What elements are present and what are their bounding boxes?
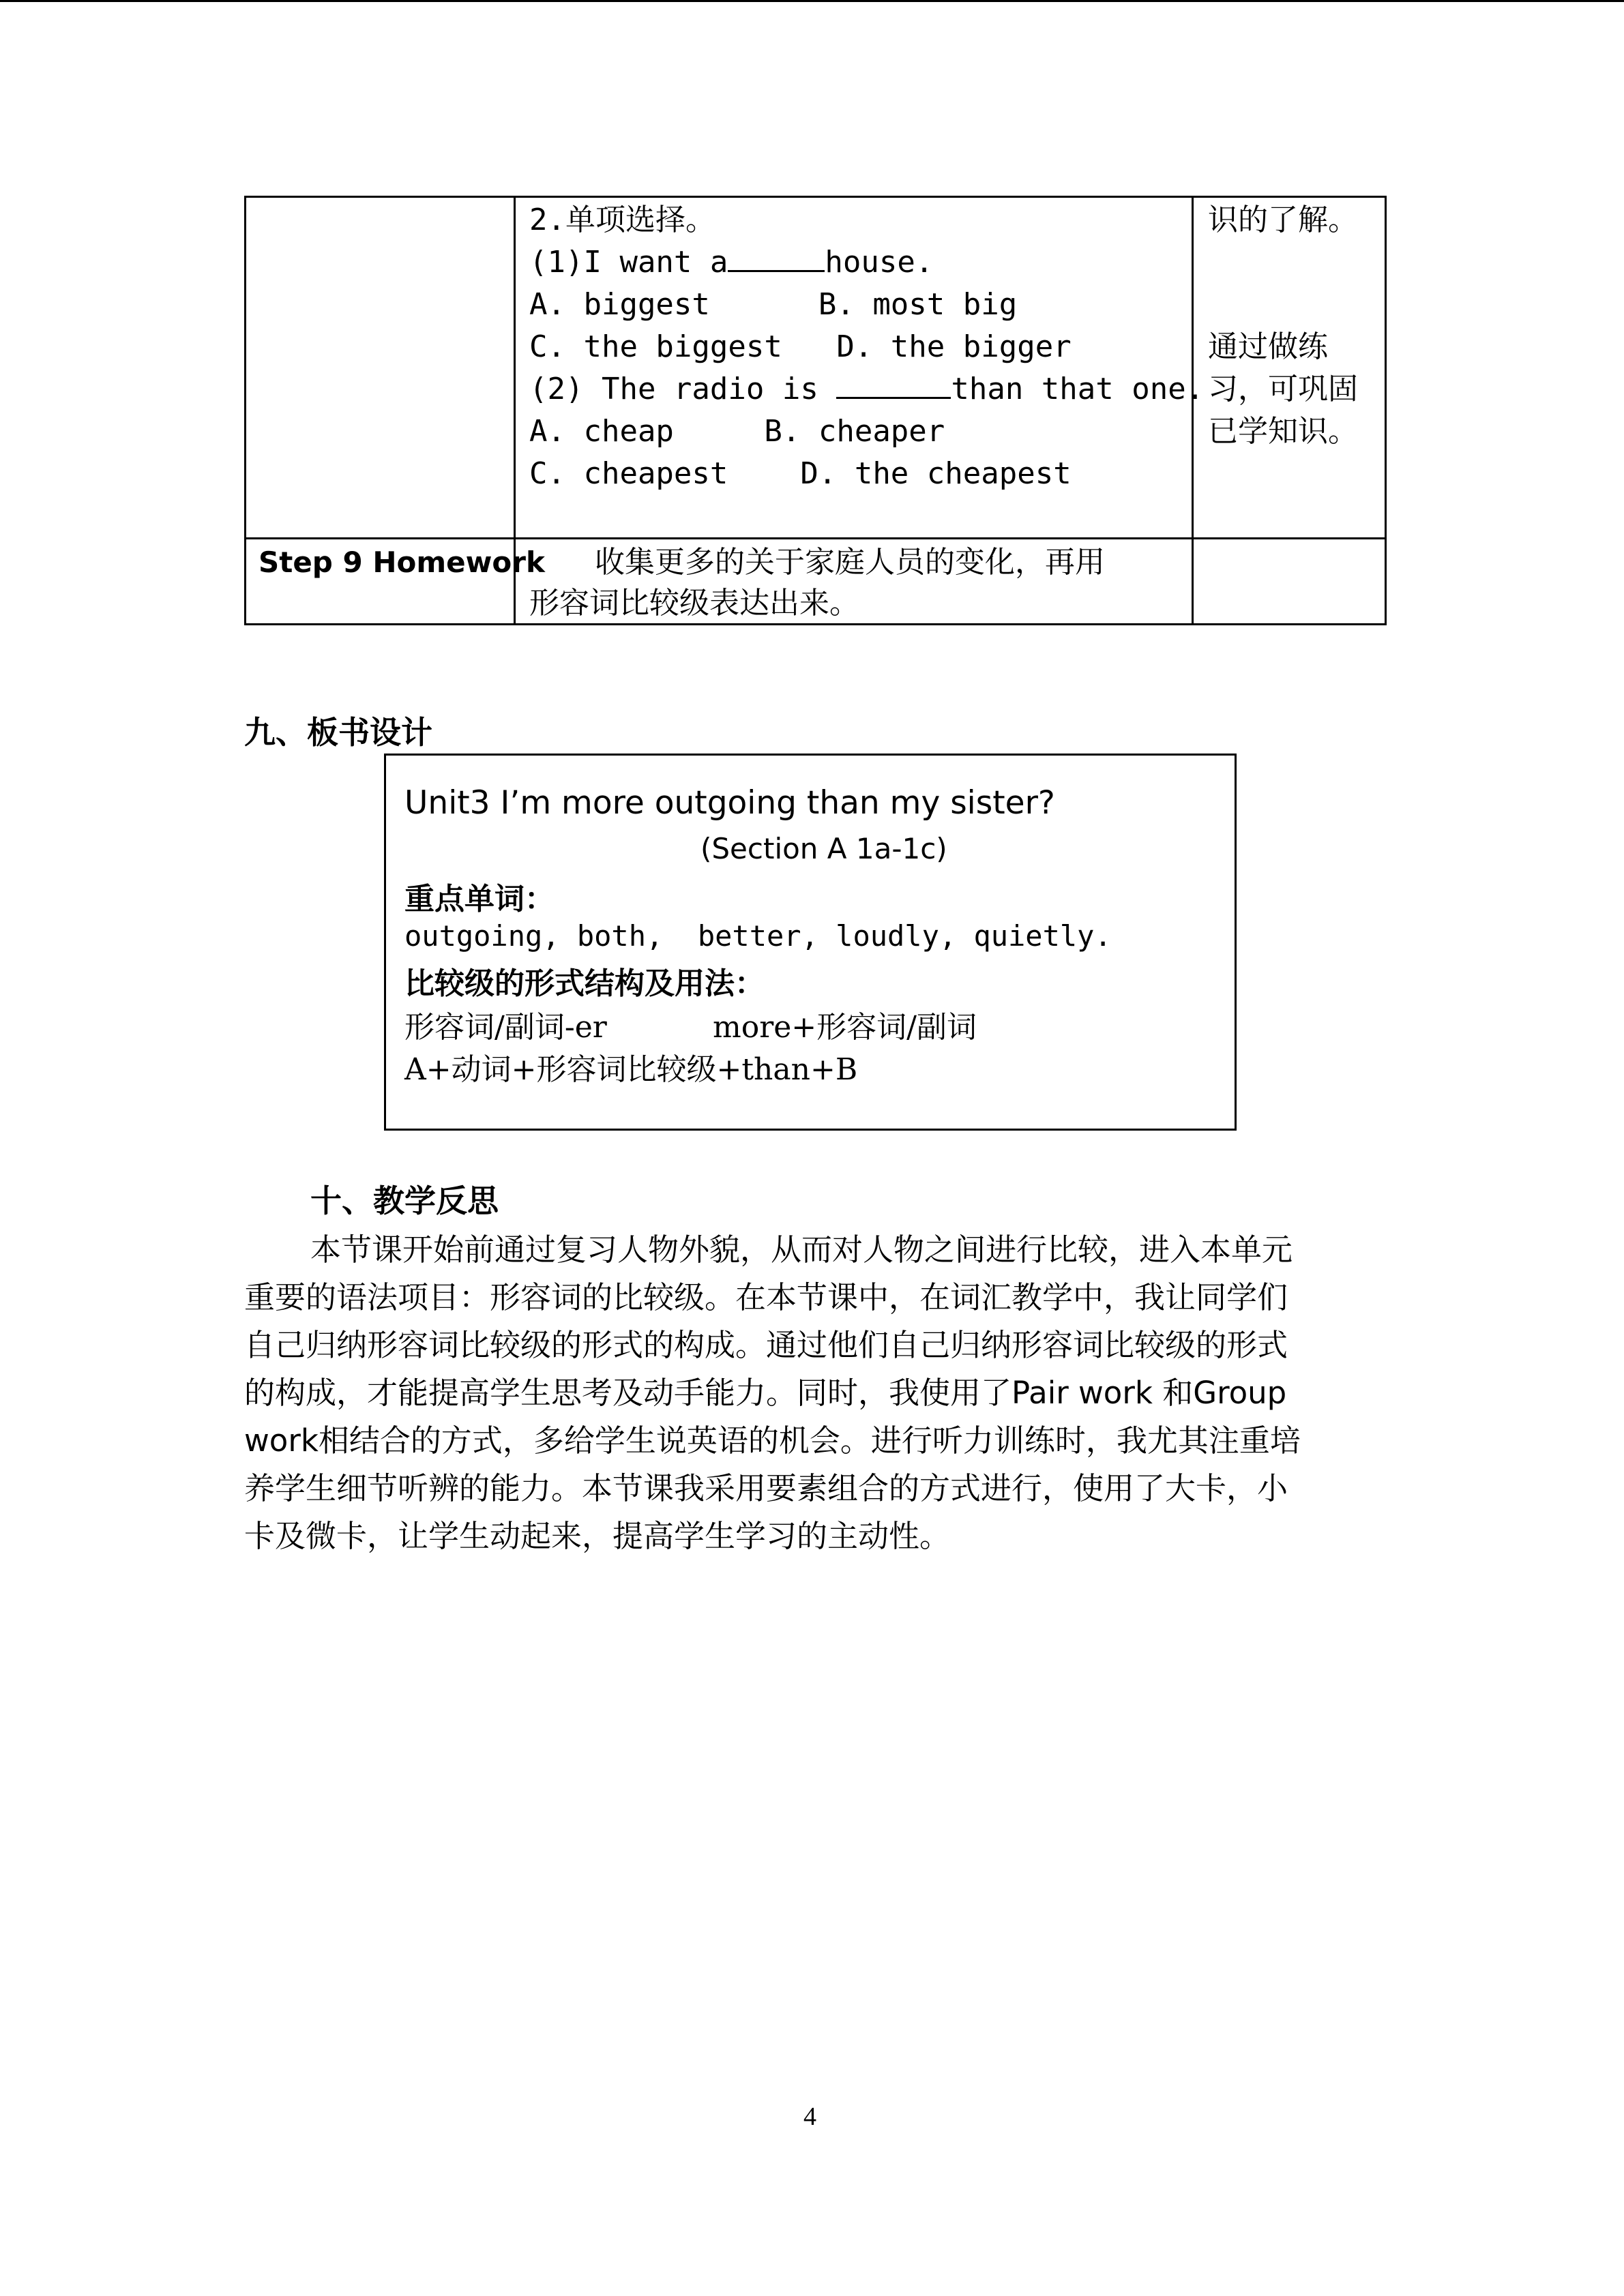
page-top-border [0,0,1624,2]
reflection-line: 本节课开始前通过复习人物外貌，从而对人物之间进行比较，进入本单元 [310,1232,1293,1268]
structure-label: 比较级的形式结构及用法： [404,966,765,1001]
board-subtitle: (Section A 1a-1c) [700,832,947,865]
question-2: (2) The radio is than that one. [529,368,1204,411]
q1-options-ab: A. biggest B. most big [529,287,1018,322]
reflection-line: 卡及微卡，让学生动起来，提高学生学习的主动性。 [244,1518,951,1554]
question-1: (1)I want a house. [529,241,933,284]
reflection-line: work相结合的方式，多给学生说英语的机会。进行听力训练时，我尤其注重培 [244,1422,1301,1459]
purpose-line-3: 习，可巩固 [1208,372,1358,406]
q1-options-cd: C. the biggest D. the bigger [529,329,1072,364]
homework-line-2: 形容词比较级表达出来。 [529,586,859,621]
reflection-line: 养学生细节听辨的能力。本节课我采用要素组合的方式进行，使用了大卡，小 [244,1470,1288,1506]
purpose-line-1: 识的了解。 [1208,203,1358,237]
board-title: Unit3 I’m more outgoing than my sister? [404,784,1055,822]
purpose-line-2: 通过做练 [1208,329,1328,364]
key-words-label: 重点单词： [404,882,555,916]
reflection-line: 自己归纳形容词比较级的形式的构成。通过他们自己归纳形容词比较级的形式 [244,1327,1288,1363]
q2-options-ab: A. cheap B. cheaper [529,414,945,449]
reflection-line: 的构成，才能提高学生思考及动手能力。同时，我使用了Pair work 和Group [244,1375,1287,1411]
exercise-title: 2.单项选择。 [529,203,715,237]
structure-form-1: 形容词/副词-er [404,1010,607,1045]
page-number: 4 [803,2102,816,2131]
step-label: Step 9 Homework [259,546,545,579]
structure-form-2: more+形容词/副词 [713,1010,977,1045]
q2-options-cd: C. cheapest D. the cheapest [529,456,1072,491]
key-words: outgoing, both, better, loudly, quietly. [404,919,1112,953]
purpose-line-4: 已学知识。 [1208,414,1358,449]
structure-pattern: A+动词+形容词比较级+than+B [404,1052,858,1087]
homework-line-1: 收集更多的关于家庭人员的变化，再用 [595,545,1105,580]
reflection-line: 重要的语法项目：形容词的比较级。在本节课中，在词汇教学中，我让同学们 [244,1279,1288,1315]
board-design-heading: 九、板书设计 [244,714,432,751]
reflection-heading: 十、教学反思 [310,1182,499,1219]
